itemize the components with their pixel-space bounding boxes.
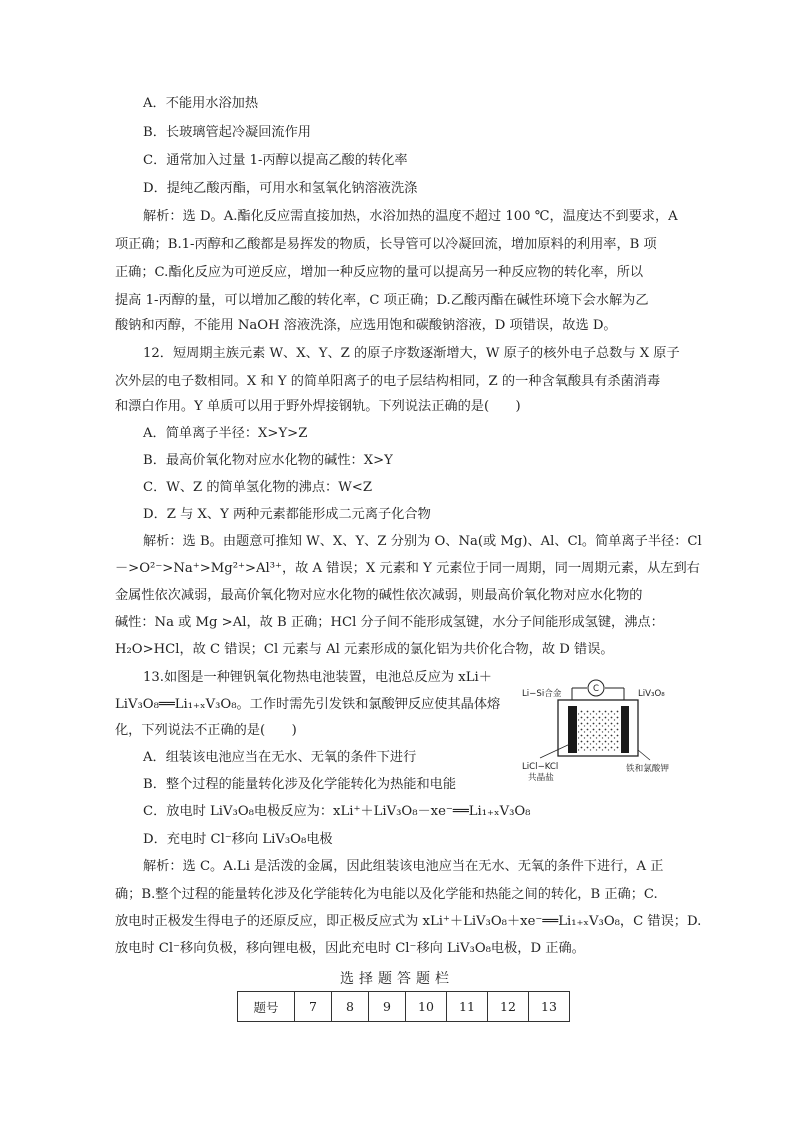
- q12-analysis-line: H₂O>HCl，故 C 错误；Cl 元素与 Al 元素形成的氯化铝为共价化合物，故 D 错误。: [115, 642, 614, 657]
- q13-stem-line: 化，下列说法不正确的是( ): [115, 723, 297, 738]
- electrolyte-label-2: 共晶盐: [528, 773, 554, 782]
- right-electrode: [621, 706, 629, 753]
- q11-option-d: D．提纯乙酸丙酯，可用水和氢氧化钠溶液洗涤: [143, 181, 418, 196]
- q12-option-a: A．简单离子半径：X>Y>Z: [143, 426, 308, 441]
- left-electrode: [568, 706, 577, 753]
- q13-option-c: C．放电时 LiV₃O₈电极反应为：xLi⁺＋LiV₃O₈－xe⁻══Li₁₊ₓV₃O₈: [143, 804, 531, 819]
- q11-analysis-line: 正确；C.酯化反应为可逆反应，增加一种反应物的量可以提高另一种反应物的转化率，所以: [115, 265, 644, 280]
- q13-stem-line: 13.如图是一种锂钒氧化物热电池装置，电池总反应为 xLi＋: [143, 670, 492, 685]
- q12-stem-line: 12．短周期主族元素 W、X、Y、Z 的原子序数逐渐增大，W 原子的核外电子总数与 X 原子: [143, 346, 680, 361]
- q12-analysis-line: －>O²⁻>Na⁺>Mg²⁺>Al³⁺，故 A 错误；X 元素和 Y 元素位于同一周期，同一周期元素，从左到右: [115, 561, 700, 576]
- q13-analysis-line: 解析：选 C。A.Li 是活泼的金属，因此组装该电池应当在无水、无氧的条件下进行，A 正: [143, 859, 664, 874]
- q11-option-c: C．通常加入过量 1-丙醇以提高乙酸的转化率: [143, 153, 408, 168]
- answer-table-number: 7: [295, 992, 332, 1022]
- q12-stem-line: 次外层的电子数相同。X 和 Y 的简单阳离子的电子层结构相同，Z 的一种含氧酸具有杀菌消毒: [115, 374, 661, 389]
- q12-option-d: D．Z 与 X、Y 两种元素都能形成二元离子化合物: [143, 507, 431, 522]
- q13-analysis-line: 放电时 Cl⁻移向负极，移向锂电极，因此充电时 Cl⁻移向 LiV₃O₈电极，D 正确。: [115, 941, 585, 956]
- q11-analysis-line: 酸钠和丙醇，不能用 NaOH 溶液洗涤，应选用饱和碳酸钠溶液，D 项错误，故选 D。: [115, 318, 617, 333]
- q12-option-c: C．W、Z 的简单氢化物的沸点：W<Z: [143, 480, 373, 495]
- q13-option-b: B．整个过程的能量转化涉及化学能转化为热能和电能: [143, 777, 457, 792]
- q13-option-d: D．充电时 Cl⁻移向 LiV₃O₈电极: [143, 832, 333, 847]
- answer-table-title: 选择题答题栏: [340, 971, 454, 987]
- answer-table-number: 10: [406, 992, 447, 1022]
- electrolyte-label-1: LiCl−KCl: [522, 762, 559, 772]
- q12-option-b: B．最高价氧化物对应水化物的碱性：X>Y: [143, 453, 393, 468]
- answer-table-header: 题号: [238, 992, 295, 1022]
- meter-label: C: [592, 684, 600, 694]
- answer-table-number: 13: [529, 992, 570, 1022]
- answer-table-row: [238, 992, 570, 1022]
- q11-analysis-line: 提高 1-丙醇的量，可以增加乙酸的转化率，C 项正确；D.乙酸丙酯在碱性环境下会水解为乙: [115, 293, 649, 308]
- battery-diagram: [520, 674, 695, 782]
- q13-option-a: A．组装该电池应当在无水、无氧的条件下进行: [143, 750, 417, 765]
- q11-analysis-line: 项正确；B.1-丙醇和乙酸都是易挥发的物质，长导管可以冷凝回流，增加原料的利用率，B 项: [115, 237, 657, 252]
- answer-table-number: 9: [369, 992, 406, 1022]
- heater-pointer: [638, 750, 650, 760]
- q13-analysis-line: 放电时正极发生得电子的还原反应，即正极反应式为 xLi⁺＋LiV₃O₈＋xe⁻══Li₁₊ₓV₃O₈，C 错误；D.: [115, 914, 702, 929]
- q12-analysis-line: 碱性：Na 或 Mg >Al，故 B 正确；HCl 分子间不能形成氢键，水分子间能形成氢键，沸点：: [115, 615, 664, 630]
- heater-label: 铁和氯酸钾: [626, 764, 669, 774]
- q12-stem-line: 和漂白作用。Y 单质可以用于野外焊接钢轨。下列说法正确的是( ): [115, 399, 521, 414]
- q13-analysis-line: 确；B.整个过程的能量转化涉及化学能转化为电能以及化学能和热能之间的转化，B 正确；C.: [115, 887, 658, 902]
- answer-table-number: 12: [488, 992, 529, 1022]
- q11-analysis-line: 解析：选 D。A.酯化反应需直接加热，水浴加热的温度不超过 100 ℃，温度达不到要求，A: [143, 209, 678, 224]
- q12-analysis-line: 金属性依次减弱，最高价氧化物对应水化物的碱性依次减弱，则最高价氧化物对应水化物的: [115, 588, 643, 603]
- q13-stem-line: LiV₃O₈══Li₁₊ₓV₃O₈。工作时需先引发铁和氯酸钾反应使其晶体熔: [115, 697, 501, 712]
- q11-option-b: B．长玻璃管起冷凝回流作用: [143, 125, 311, 140]
- battery-diagram-svg: [520, 674, 695, 782]
- answer-table-number: 11: [447, 992, 488, 1022]
- answer-table: [237, 991, 570, 1022]
- answer-table-number: 8: [332, 992, 369, 1022]
- q11-option-a: A．不能用水浴加热: [143, 96, 259, 111]
- left-electrode-label: Li−Si合金: [522, 689, 562, 699]
- electrolyte-region: [578, 710, 620, 752]
- right-electrode-label: LiV₃O₈: [638, 689, 665, 699]
- q12-analysis-line: 解析：选 B。由题意可推知 W、X、Y、Z 分别为 O、Na(或 Mg)、Al、Cl。简单离子半径：Cl: [143, 534, 702, 549]
